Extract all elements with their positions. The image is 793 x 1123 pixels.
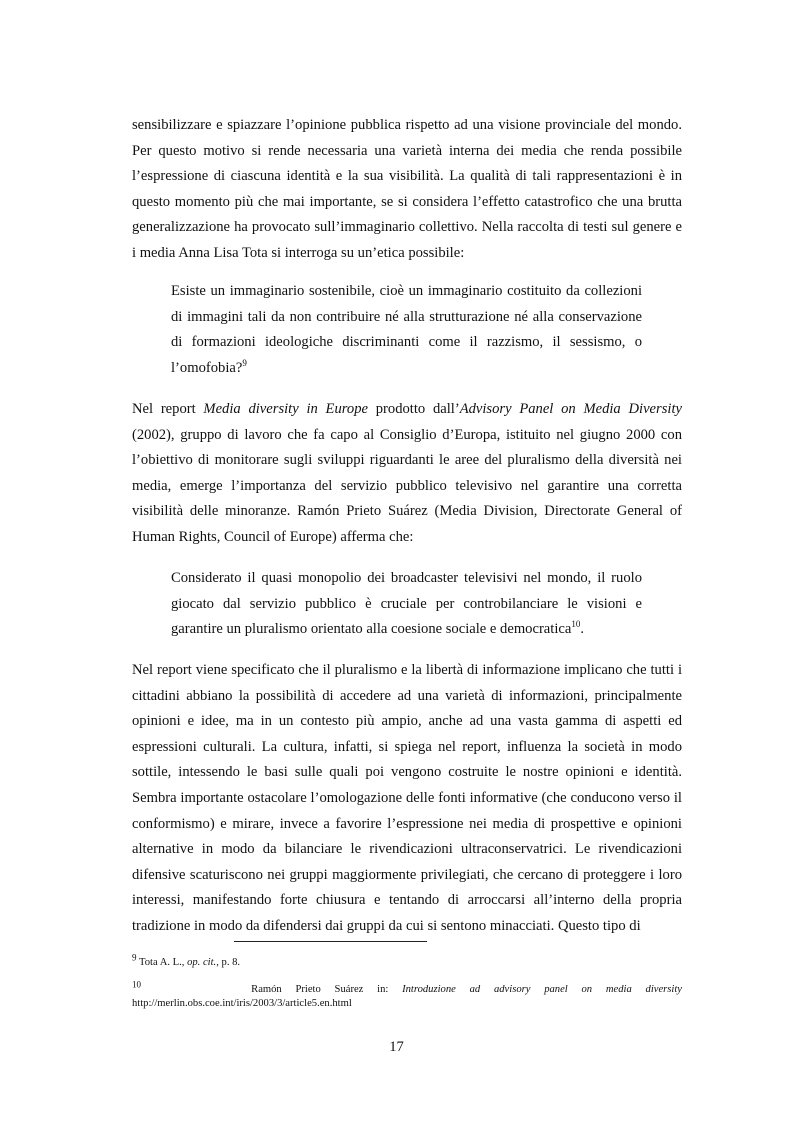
footnote-number: 9 (132, 952, 137, 963)
paragraph-3: Nel report viene specificato che il pluralismo e la libertà di informazione implicano che tutti i cittadini abbiano la possibilità di accedere ad una varietà di informazioni, principalmente opinioni e idee, ma in un contesto più ampio, anche ad una vasta gamma di aspetti ed espressioni culturali. La cultura, infatti, si spiega nel report, influenza la società in modo sottile, intessendo le basi sulle quali poi vengono costruite le nostre opinioni e identità. Sembra importante ostacolare l’omologazione delle fonti informative (che conducono verso il conformismo) e mirare, invece a favorire l’espressione nei media di prospettive e opinioni alternative in modo da bilanciare le rivendicazioni ultraconservatrici. Le rivendicazioni difensive scaturiscono nei gruppi maggiormente privilegiati, che cercano di proteggere i loro interessi, manifestando forte chiusura e tentando di arroccarsi all’interno della propria tradizione in modo da difendersi dai gruppi da cui si sentono minacciati. Questo tipo di (132, 662, 682, 934)
paragraph-2-intro: Nel report (132, 401, 204, 417)
footnote-number: 10 (132, 979, 141, 990)
quote-text: Considerato il quasi monopolio dei broadcaster televisivi nel mondo, il ruolo giocato dal servizio pubblico è cruciale per controbilanciare le visioni e garantire un pluralismo orientato alla coesione sociale e democratica (171, 570, 642, 638)
footnote-ref-9[interactable]: 9 (242, 357, 247, 368)
block-quote-prieto (171, 566, 642, 643)
report-title: Media diversity in Europe (203, 401, 368, 417)
footnote-ref-10[interactable]: 10 (571, 619, 581, 630)
paragraph-2-rest: (2002), gruppo di lavoro che fa capo al Consiglio d’Europa, istituito nel giugno 2000 con l’obiettivo di monitorare sugli sviluppi riguardanti le aree del pluralismo della diversità nei media, emerge l’importanza del servizio pubblico televisivo nel garantire una corretta visibilità delle minoranze. Ramón Prieto Suárez (Media Division, Directorate General of Human Rights, Council of Europe) afferma che: (132, 426, 682, 545)
footnote-title: Introduzione ad advisory panel on media diversity (402, 984, 683, 995)
footnote-author: Ramón Prieto Suárez in: (251, 984, 403, 995)
paragraph-2-middle: prodotto dall’ (367, 401, 460, 417)
footnote-10 (132, 979, 683, 996)
footnote-link[interactable]: http://merlin.obs.coe.int/iris/2003/3/article5.en.html (132, 998, 352, 1009)
quote-text: Esiste un immaginario sostenibile, cioè un immaginario costituito da collezioni di immagini tali da non contribuire né alla strutturazione né alla conservazione di formazioni ideologiche discriminanti come il razzismo, il sessismo, o l’omofobia? (171, 283, 642, 376)
footnote-divider (234, 941, 427, 942)
footnote-9 (132, 952, 682, 969)
panel-name: Advisory Panel on Media Diversity (459, 401, 682, 417)
footnote-10-url (132, 997, 682, 1010)
quote-end: . (580, 621, 585, 638)
footnote-cite: op. cit. (187, 957, 217, 968)
page-number: 17 (389, 1039, 404, 1055)
footnote-pages: , p. 8. (216, 957, 241, 968)
footnote-author: Tota A. L., (138, 957, 188, 968)
paragraph-1: sensibilizzare e spiazzare l’opinione pubblica rispetto ad una visione provinciale del mondo. Per questo motivo si rende necessaria una varietà interna dei media che renda possibile l’espressione di ciascuna identità e la sua visibilità. La qualità di tali rappresentazioni è in questo momento più che mai importante, se si considera l’effetto catastrofico che una brutta generalizzazione ha provocato sull’immaginario collettivo. Nella raccolta di testi sul genere e i media Anna Lisa Tota si interroga su un’etica possibile: (132, 117, 682, 261)
paragraph-2 (132, 397, 682, 551)
block-quote-tota (171, 279, 642, 381)
